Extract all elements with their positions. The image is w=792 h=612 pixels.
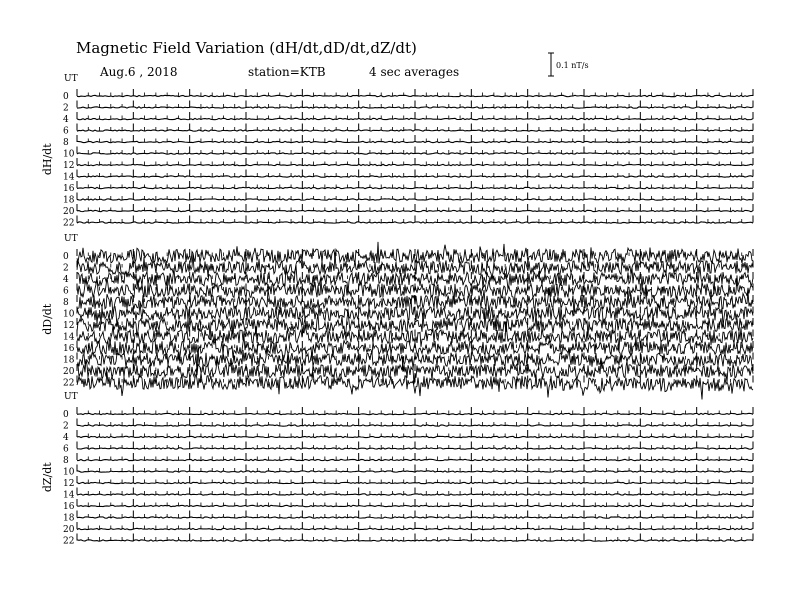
row-label: 20 <box>63 367 75 377</box>
row-label: 16 <box>63 502 75 512</box>
row-label: 18 <box>63 355 75 366</box>
row-label: 0 <box>63 410 69 420</box>
row-label: 14 <box>63 332 75 343</box>
row-label: 6 <box>63 444 69 455</box>
row-label: 20 <box>63 207 75 217</box>
date-label: Aug.6 , 2018 <box>100 65 178 79</box>
chart-title: Magnetic Field Variation (dH/dt,dD/dt,dZ/dt) <box>76 39 417 57</box>
row-label: 8 <box>63 138 69 148</box>
row-label: 0 <box>63 92 69 102</box>
row-label: 22 <box>63 378 75 389</box>
row-label: 12 <box>63 479 75 489</box>
row-label: 6 <box>63 126 69 137</box>
averaging-label: 4 sec averages <box>369 65 460 79</box>
ut-label: UT <box>64 392 78 402</box>
row-label: 2 <box>63 103 69 114</box>
row-label: 4 <box>63 275 69 285</box>
y-axis-label: dD/dt <box>41 303 54 335</box>
row-label: 6 <box>63 286 69 297</box>
row-label: 12 <box>63 321 75 331</box>
row-label: 14 <box>63 172 75 183</box>
row-label: 18 <box>63 195 75 206</box>
row-label: 12 <box>63 161 75 171</box>
scale-bar <box>548 53 589 76</box>
row-label: 20 <box>63 525 75 535</box>
row-label: 14 <box>63 490 75 501</box>
ut-label: UT <box>64 234 78 244</box>
row-label: 10 <box>63 467 75 478</box>
panel-0 <box>41 74 753 229</box>
panels <box>41 74 753 547</box>
row-label: 22 <box>63 536 75 547</box>
row-label: 4 <box>63 115 69 125</box>
y-axis-label: dZ/dt <box>41 462 54 493</box>
row-label: 16 <box>63 344 75 354</box>
y-axis-label: dH/dt <box>41 143 54 176</box>
row-label: 10 <box>63 309 75 320</box>
row-label: 4 <box>63 433 69 443</box>
row-label: 2 <box>63 263 69 274</box>
row-label: 18 <box>63 513 75 524</box>
row-label: 10 <box>63 149 75 160</box>
ut-label: UT <box>64 74 78 84</box>
row-label: 0 <box>63 252 69 262</box>
row-label: 16 <box>63 184 75 194</box>
row-label: 8 <box>63 456 69 466</box>
row-label: 2 <box>63 421 69 432</box>
panel-1 <box>41 234 753 399</box>
panel-2 <box>41 392 753 547</box>
station-label: station=KTB <box>248 65 326 79</box>
row-label: 8 <box>63 298 69 308</box>
scale-bar-label: 0.1 nT/s <box>556 61 589 70</box>
row-label: 22 <box>63 218 75 229</box>
